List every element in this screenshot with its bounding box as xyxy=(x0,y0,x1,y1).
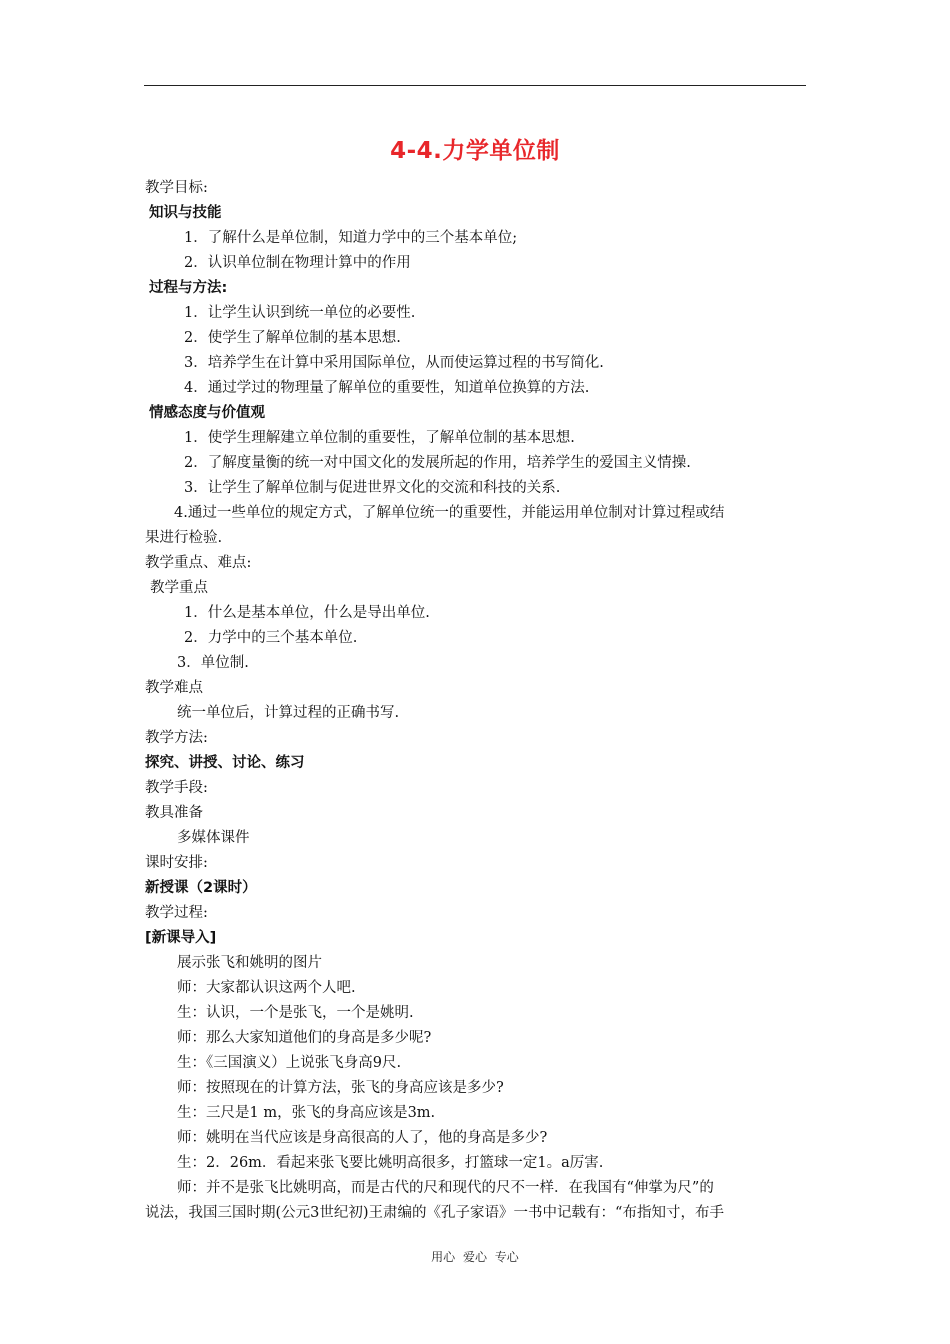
text-line: 统一单位后，计算过程的正确书写. xyxy=(177,705,400,721)
text-line: 1．什么是基本单位，什么是导出单位. xyxy=(184,605,430,621)
section-heading: 知识与技能 xyxy=(149,205,222,221)
text-line: 3．培养学生在计算中采用国际单位，从而使运算过程的书写简化. xyxy=(184,355,604,371)
text-line: 2．了解度量衡的统一对中国文化的发展所起的作用，培养学生的爱国主义情操. xyxy=(184,455,691,471)
text-line: 2．力学中的三个基本单位. xyxy=(184,630,358,646)
text-line: 生：三尺是1 m，张飞的身高应该是3m. xyxy=(177,1105,436,1121)
text-line: 3．让学生了解单位制与促进世界文化的交流和科技的关系. xyxy=(184,480,561,496)
text-line: 师：并不是张飞比姚明高，而是古代的尺和现代的尺不一样．在我国有“伸掌为尺”的 xyxy=(177,1180,714,1196)
text-line: 4.通过一些单位的规定方式，了解单位统一的重要性，并能运用单位制对计算过程或结 xyxy=(174,505,725,521)
text-line: 师：那么大家知道他们的身高是多少呢? xyxy=(177,1030,432,1046)
section-heading: 新授课（2课时） xyxy=(145,880,257,896)
section-heading: 过程与方法: xyxy=(149,280,228,296)
text-line: 2．使学生了解单位制的基本思想. xyxy=(184,330,401,346)
section-heading: 探究、讲授、讨论、练习 xyxy=(145,755,305,771)
text-line: 课时安排: xyxy=(145,855,208,871)
text-line: 多媒体课件 xyxy=(177,830,250,846)
text-line: 师：姚明在当代应该是身高很高的人了，他的身高是多少? xyxy=(177,1130,548,1146)
page-footer: 用心 爱心 专心 xyxy=(431,1250,519,1264)
text-line: 4．通过学过的物理量了解单位的重要性，知道单位换算的方法. xyxy=(184,380,590,396)
header-rule xyxy=(144,85,806,86)
text-line: 2．认识单位制在物理计算中的作用 xyxy=(184,255,411,271)
text-line: 教学难点 xyxy=(145,680,203,696)
text-line: 生：2．26m．看起来张飞要比姚明高很多，打篮球一定1。a厉害. xyxy=(177,1155,604,1171)
text-line: 教学重点 xyxy=(150,580,208,596)
text-line: 教学重点、难点: xyxy=(145,555,252,571)
text-line: 1．使学生理解建立单位制的重要性，了解单位制的基本思想. xyxy=(184,430,575,446)
text-line: 说法，我国三国时期(公元3世纪初)王肃编的《孔子家语》一书中记载有：“布指知寸，布手 xyxy=(145,1205,724,1221)
text-line: 教学手段: xyxy=(145,780,208,796)
text-line: 3．单位制. xyxy=(177,655,249,671)
text-line: 生：认识，一个是张飞，一个是姚明. xyxy=(177,1005,414,1021)
text-line: 师：按照现在的计算方法，张飞的身高应该是多少? xyxy=(177,1080,504,1096)
text-line: 果进行检验. xyxy=(145,530,223,546)
text-line: 1．让学生认识到统一单位的必要性. xyxy=(184,305,416,321)
text-line: 教学目标: xyxy=(145,180,208,196)
text-line: 师：大家都认识这两个人吧. xyxy=(177,980,356,996)
text-line: 教具准备 xyxy=(145,805,203,821)
text-line: 教学方法: xyxy=(145,730,208,746)
text-line: 生：《三国演义）上说张飞身高9尺. xyxy=(177,1055,402,1071)
text-line: 教学过程: xyxy=(145,905,208,921)
text-line: 展示张飞和姚明的图片 xyxy=(177,955,322,971)
document-title: 4-4.力学单位制 xyxy=(390,138,560,164)
section-heading: 情感态度与价值观 xyxy=(149,405,265,421)
section-heading: [新课导入] xyxy=(145,930,217,946)
text-line: 1．了解什么是单位制，知道力学中的三个基本单位; xyxy=(184,230,518,246)
